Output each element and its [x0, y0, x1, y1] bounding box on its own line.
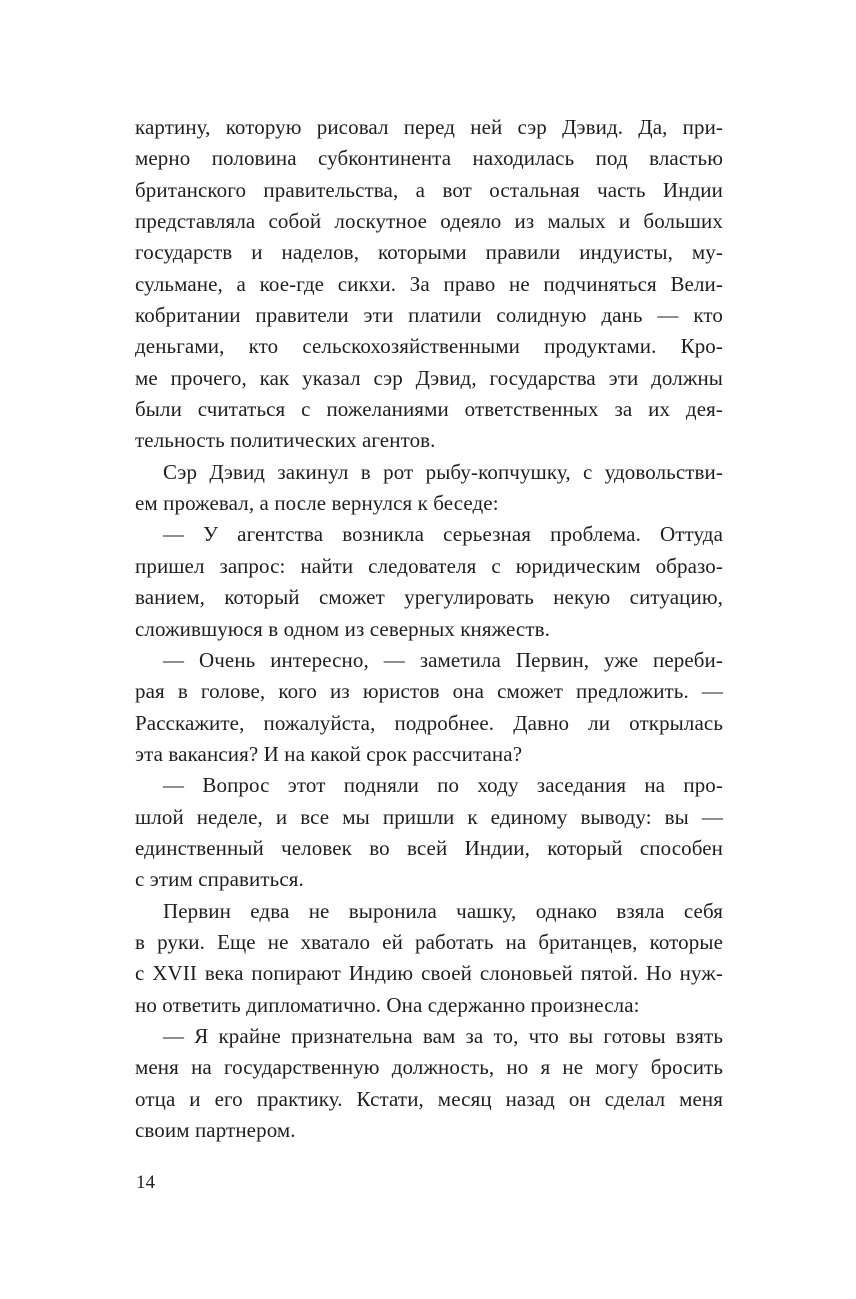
text-line: тельность политических агентов.	[135, 428, 436, 453]
text-line: Расскажите, пожалуйста, подробнее. Давно ли открылась	[135, 710, 723, 735]
text-line: но ответить дипломатично. Она сдержанно произнесла:	[135, 992, 640, 1017]
text-line: деньгами, кто сельскохозяйственными продуктами. Кро-	[135, 334, 723, 359]
text-line: — Я крайне признательна вам за то, что вы готовы взять	[163, 1023, 723, 1048]
text-line: — У агентства возникла серьезная проблема. Оттуда	[163, 522, 723, 547]
text-line: рая в голове, кого из юристов она сможет предложить. —	[135, 679, 723, 704]
page-number: 14	[136, 1172, 155, 1193]
text-line: сложившуюся в одном из северных княжеств.	[135, 616, 550, 641]
text-line: единственный человек во всей Индии, который способен	[135, 835, 723, 860]
text-line: меня на государственную должность, но я не могу бросить	[135, 1055, 723, 1080]
text-line: с этим справиться.	[135, 867, 304, 892]
text-line: представляла собой лоскутное одеяло из малых и больших	[135, 209, 723, 234]
text-block	[135, 112, 723, 1146]
text-line: шлой неделе, и все мы пришли к единому выводу: вы —	[135, 804, 723, 829]
text-line: — Очень интересно, — заметила Первин, уже переби-	[163, 647, 723, 672]
text-line: в руки. Еще не хватало ей работать на британцев, которые	[135, 929, 723, 954]
text-line: — Вопрос этот подняли по ходу заседания на про-	[163, 773, 723, 798]
text-line: сульмане, а кое-где сикхи. За право не подчиняться Вели-	[135, 271, 723, 296]
text-line: ем прожевал, а после вернулся к беседе:	[135, 491, 499, 516]
text-line: эта вакансия? И на какой срок рассчитана?	[135, 741, 523, 766]
text-line: картину, которую рисовал перед ней сэр Дэвид. Да, при-	[135, 115, 723, 139]
text-line: были считаться с пожеланиями ответственных за их дея-	[135, 397, 723, 422]
text-line: мерно половина субконтинента находилась под властью	[135, 146, 723, 171]
text-line: Первин едва не выронила чашку, однако взяла себя	[163, 898, 723, 923]
text-line: ванием, который сможет урегулировать некую ситуацию,	[135, 585, 723, 610]
text-line: пришел запрос: найти следователя с юридическим образо-	[135, 553, 723, 578]
text-line: Сэр Дэвид закинул в рот рыбу-копчушку, с удовольстви-	[163, 459, 723, 484]
text-line: ме прочего, как указал сэр Дэвид, государства эти должны	[135, 365, 723, 390]
text-line: отца и его практику. Кстати, месяц назад он сделал меня	[135, 1086, 723, 1111]
text-line: своим партнером.	[135, 1118, 296, 1142]
text-line: кобритании правители эти платили солидную дань — кто	[135, 303, 723, 328]
text-line: государств и наделов, которыми правили индуисты, му-	[135, 240, 723, 265]
text-line: с XVII века попирают Индию своей слоновьей пятой. Но нуж-	[135, 961, 723, 986]
text-line: британского правительства, а вот остальная часть Индии	[135, 177, 723, 202]
